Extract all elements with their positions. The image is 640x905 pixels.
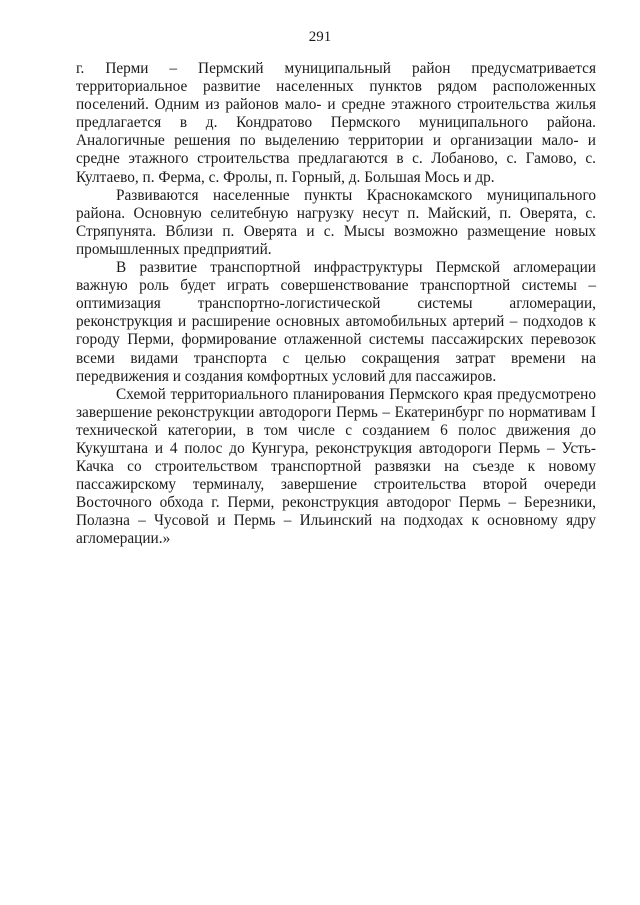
paragraph-continuation: г. Перми – Пермский муниципальный район предусматривается территориальное развитие населенных пунктов рядом расположенных поселений. Одним из районов мало- и средне этажного строительства жилья предлагается в д. Кондратово Пермского муниципального района. Аналогичные решения по выделению территории и организации мало- и средне этажного строительства предлагаются в с. Лобаново, с. Гамово, с. Култаево, п. Ферма, с. Фролы, п. Горный, д. Большая Мось и др.	[76, 60, 596, 186]
paragraph-territorial-planning-scheme: Схемой территориального планирования Пермского края предусмотрено завершение реконструкции автодороги Пермь – Екатеринбург по нормативам I технической категории, в том числе с созданием 6 полос движения до Кукуштана и 4 полос до Кунгура, реконструкция автодороги Пермь – Усть-Качка со строительством транспортной развязки на съезде к новому пассажирскому терминалу, завершение строительства второй очереди Восточного обхода г. Перми, реконструкция автодорог Пермь – Березники, Полазна – Чусовой и Пермь – Ильинский на подходах к основному ядру агломерации.»	[76, 385, 596, 548]
page-number: 291	[308, 29, 332, 45]
paragraph-transport-infrastructure: В развитие транспортной инфраструктуры Пермской агломерации важную роль будет играть совершенствование транспортной системы – оптимизация транспортно-логистической системы агломерации, реконструкция и расширение основных автомобильных артерий – подходов к городу Перми, формирование отлаженной системы пассажирских перевозок всеми видами транспорта с целью сокращения затрат времени на передвижения и создания комфортных условий для пассажиров.	[76, 259, 596, 385]
document-body	[76, 60, 596, 549]
paragraph-krasnokamsk-district: Развиваются населенные пункты Краснокамского муниципального района. Основную селитебную нагрузку несут п. Майский, п. Оверята, с. Стряпунята. Вблизи п. Оверята и с. Мысы возможно размещение новых промышленных предприятий.	[76, 186, 596, 258]
